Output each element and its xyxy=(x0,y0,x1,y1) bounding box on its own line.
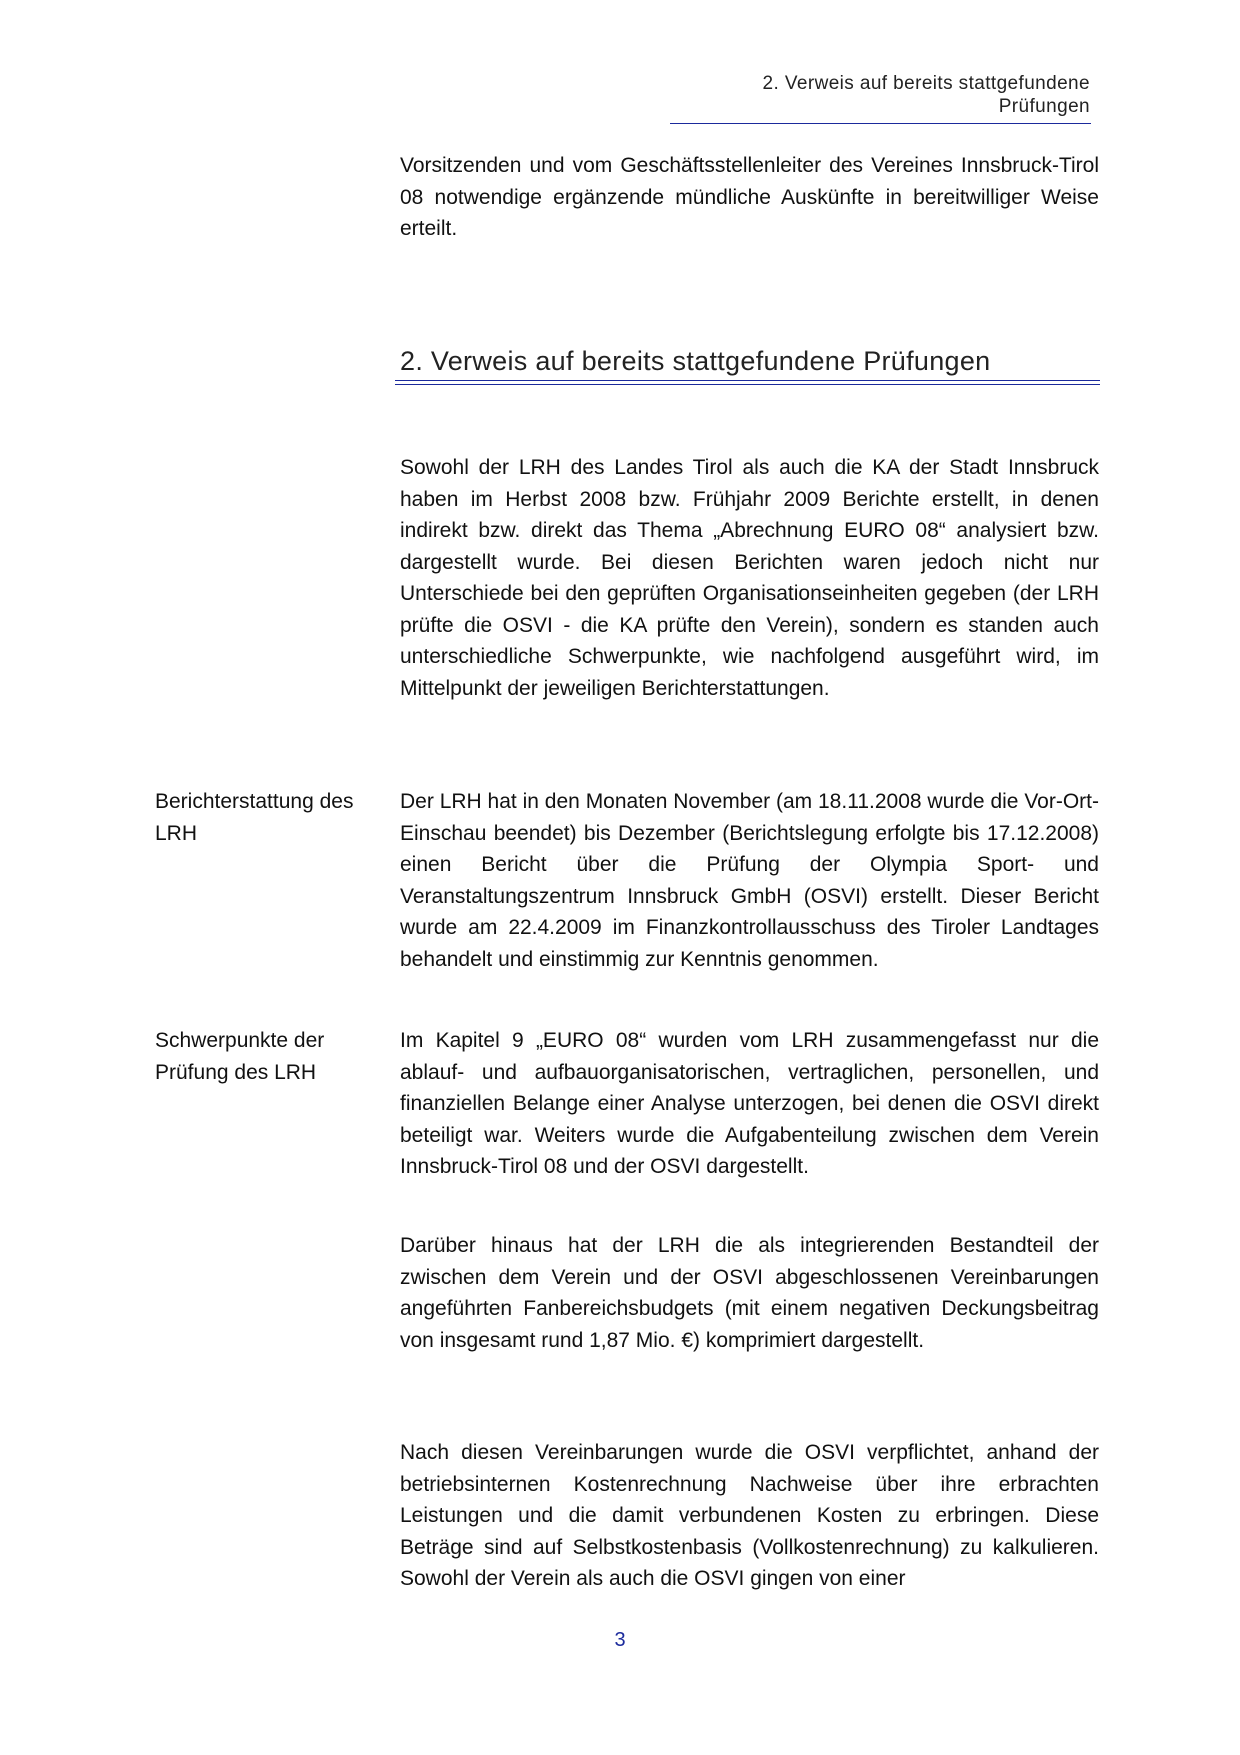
paragraph-overview: Sowohl der LRH des Landes Tirol als auch die KA der Stadt Innsbruck haben im Herbst 2008 bzw. Frühjahr 2009 Berichte erstellt, in denen indirekt bzw. direkt das Thema „Abrechnung EURO 08“ analysiert bzw. dargestellt wurde. Bei diesen Berichten waren jedoch nicht nur Unterschiede bei den geprüften Organisationseinheiten gegeben (der LRH prüfte die OSVI - die KA prüfte den Verein), sondern es standen auch unterschiedliche Schwerpunkte, wie nachfolgend ausgeführt wird, im Mittelpunkt der jeweiligen Berichterstattungen. xyxy=(400,456,1099,700)
running-header xyxy=(670,72,1090,118)
running-header-line-1: 2. Verweis auf bereits stattgefundene xyxy=(762,73,1090,94)
paragraph-intro-continuation: Vorsitzenden und vom Geschäftsstellenleiter des Vereines Innsbruck-Tirol 08 notwendige ergänzende mündliche Auskünfte in bereitwilliger Weise erteilt. xyxy=(400,154,1099,240)
paragraph-fan-budgets: Darüber hinaus hat der LRH die als integrierenden Bestandteil der zwischen dem Verein und der OSVI abgeschlossenen Vereinbarungen angeführten Fanbereichsbudgets (mit einem negativen Deckungsbeitrag von insgesamt rund 1,87 Mio. €) komprimiert dargestellt. xyxy=(400,1234,1099,1352)
paragraph-lrh-focus: Im Kapitel 9 „EURO 08“ wurden vom LRH zusammengefasst nur die ablauf- und aufbauorganisatorischen, vertraglichen, personellen, und finanziellen Belange einer Analyse unterzogen, bei denen die OSVI direkt beteiligt war. Weiters wurde die Aufgabenteilung zwischen dem Verein Innsbruck-Tirol 08 und der OSVI dargestellt. xyxy=(400,1029,1099,1178)
running-header-rule xyxy=(670,123,1091,124)
running-header-line-2: Prüfungen xyxy=(998,96,1090,117)
margin-note-lrh-report: Berichterstattung des LRH xyxy=(155,790,354,845)
section-heading-rule xyxy=(395,380,1100,385)
paragraph-lrh-report: Der LRH hat in den Monaten November (am 18.11.2008 wurde die Vor-Ort-Einschau beendet) bis Dezember (Berichtslegung erfolgte bis 17.12.2008) einen Bericht über die Prüfung der Olympia Sport- und Veranstaltungszentrum Innsbruck GmbH (OSVI) erstellt. Dieser Bericht wurde am 22.4.2009 im Finanzkontrollausschuss des Tiroler Landtages behandelt und einstimmig zur Kenntnis genommen. xyxy=(400,790,1099,971)
margin-note-lrh-focus: Schwerpunkte der Prüfung des LRH xyxy=(155,1029,325,1084)
section-heading: 2. Verweis auf bereits stattgefundene Prüfungen xyxy=(400,346,991,376)
paragraph-agreements: Nach diesen Vereinbarungen wurde die OSVI verpflichtet, anhand der betriebsinternen Kostenrechnung Nachweise über ihre erbrachten Leistungen und die damit verbundenen Kosten zu erbringen. Diese Beträge sind auf Selbstkostenbasis (Vollkostenrechnung) zu kalkulieren. Sowohl der Verein als auch die OSVI gingen von einer xyxy=(400,1441,1099,1590)
page-number: 3 xyxy=(614,1629,626,1651)
